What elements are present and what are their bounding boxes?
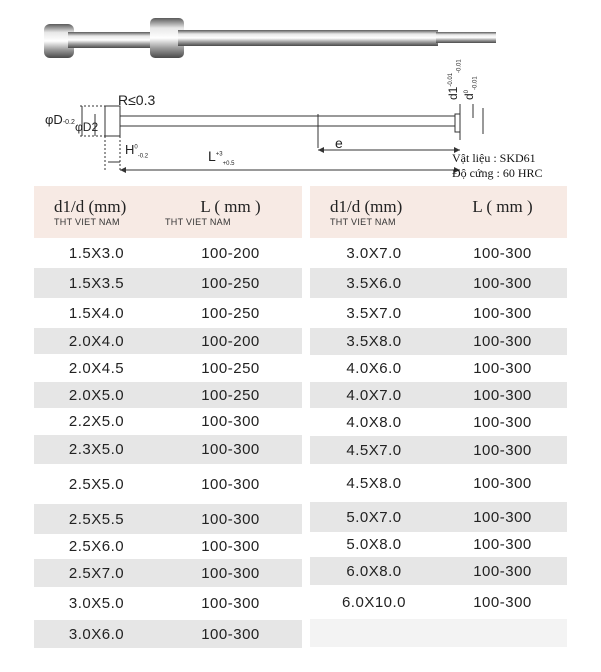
d1-label: d1 (446, 86, 460, 100)
table-row (34, 238, 302, 268)
table-row (310, 355, 567, 382)
table-row (34, 298, 302, 328)
size-cell: 3.0X7.0 (310, 238, 438, 268)
length-cell: 100-300 (438, 238, 567, 268)
d1-dimension-label (446, 59, 462, 100)
size-cell: 6.0X8.0 (310, 557, 438, 585)
right-header-length (438, 186, 567, 238)
table-row (34, 435, 302, 464)
size-cell: 2.0X4.0 (34, 328, 159, 354)
size-cell: 2.5X6.0 (34, 534, 159, 559)
d1-tol-upper: -0.01 (448, 72, 454, 87)
size-cell: 4.5X8.0 (310, 464, 438, 502)
l-dimension-label (208, 148, 235, 167)
right-header-size-sub: THT VIET NAM (330, 217, 396, 227)
table-row (310, 436, 567, 464)
length-cell: 100-300 (159, 435, 302, 464)
table-row (310, 328, 567, 355)
right-header-size-label: d1/d (mm) (330, 197, 403, 216)
size-cell: 3.5X6.0 (310, 268, 438, 298)
table-row (34, 408, 302, 435)
head-diameter-label (45, 112, 75, 127)
length-cell: 100-300 (438, 298, 567, 328)
length-cell: 100-200 (159, 328, 302, 354)
right-header-size (310, 186, 438, 238)
size-cell: 2.3X5.0 (34, 435, 159, 464)
d-small-tol-upper: 0 (464, 89, 470, 94)
hardness-text: Độ cứng : 60 HRC (452, 166, 543, 180)
table-row (34, 620, 302, 648)
size-cell: 2.0X4.5 (34, 354, 159, 382)
d-tolerance: -0.2 (62, 119, 75, 126)
size-cell: 3.5X7.0 (310, 298, 438, 328)
table-row (310, 382, 567, 408)
table-row (34, 559, 302, 587)
l-tol-upper: +3 (215, 151, 223, 158)
size-cell: 2.5X7.0 (34, 559, 159, 587)
table-row (310, 532, 567, 557)
table-row (310, 585, 567, 619)
d-dimension-label (462, 76, 478, 100)
length-cell: 100-300 (159, 408, 302, 435)
size-cell: 4.5X7.0 (310, 436, 438, 464)
left-header-length (159, 186, 302, 238)
table-row (34, 504, 302, 534)
table-row (310, 298, 567, 328)
table-row (34, 464, 302, 504)
material-spec (452, 151, 543, 181)
length-cell: 100-250 (159, 354, 302, 382)
l-label: L (208, 148, 216, 164)
radius-label: R≤0.3 (118, 92, 156, 108)
size-cell: 1.5X4.0 (34, 298, 159, 328)
right-table-header (310, 186, 567, 238)
size-cell: 6.0X10.0 (310, 585, 438, 619)
h-dimension-label (125, 142, 148, 160)
d2-label: φD2 (75, 120, 99, 134)
left-header-size-label: d1/d (mm) (54, 197, 127, 216)
length-cell: 100-250 (159, 268, 302, 298)
ejector-pin-photo (38, 8, 508, 68)
size-cell: 1.5X3.0 (34, 238, 159, 268)
right-spec-table (310, 186, 567, 647)
right-header-length-label: L ( mm ) (472, 197, 533, 216)
size-cell: 4.0X6.0 (310, 355, 438, 382)
size-cell: 1.5X3.5 (34, 268, 159, 298)
size-cell: 2.5X5.5 (34, 504, 159, 534)
length-cell: 100-300 (438, 532, 567, 557)
size-cell: 2.0X5.0 (34, 382, 159, 408)
size-cell: 3.5X8.0 (310, 328, 438, 355)
length-cell: 100-300 (159, 559, 302, 587)
table-row (34, 587, 302, 620)
d1-tol-lower: -0.01 (456, 59, 463, 73)
size-cell: 2.2X5.0 (34, 408, 159, 435)
table-row (34, 382, 302, 408)
length-cell: 100-300 (438, 328, 567, 355)
h-label: H (125, 142, 135, 157)
table-row (34, 268, 302, 298)
length-cell: 100-300 (438, 585, 567, 619)
left-header-size (34, 186, 159, 238)
length-cell: 100-300 (438, 557, 567, 585)
material-text: Vật liệu : SKD61 (452, 151, 536, 165)
left-header-size-sub: THT VIET NAM (54, 217, 120, 227)
length-cell: 100-300 (438, 382, 567, 408)
length-cell: 100-300 (159, 620, 302, 648)
length-cell: 100-250 (159, 382, 302, 408)
left-table-header (34, 186, 302, 238)
size-cell: 5.0X8.0 (310, 532, 438, 557)
length-cell: 100-300 (438, 436, 567, 464)
h-tol-upper: 0 (134, 144, 138, 151)
table-row (34, 328, 302, 354)
e-dimension-label: e (335, 135, 343, 151)
table-row (310, 408, 567, 436)
length-cell: 100-300 (159, 504, 302, 534)
d-label: φD (45, 112, 63, 127)
size-cell: 2.5X5.0 (34, 464, 159, 504)
left-header-length-label: L ( mm ) (200, 197, 261, 216)
table-row (310, 502, 567, 532)
size-cell: 3.0X5.0 (34, 587, 159, 620)
table-row (310, 464, 567, 502)
left-spec-table (34, 186, 302, 648)
table-row (310, 238, 567, 268)
length-cell: 100-200 (159, 238, 302, 268)
length-cell: 100-300 (438, 355, 567, 382)
length-cell: 100-300 (159, 534, 302, 559)
length-cell: 100-300 (159, 587, 302, 620)
length-cell: 100-300 (159, 464, 302, 504)
size-cell: 4.0X8.0 (310, 408, 438, 436)
table-row (34, 534, 302, 559)
length-cell: 100-300 (438, 502, 567, 532)
table-row (34, 354, 302, 382)
length-cell: 100-300 (438, 464, 567, 502)
size-cell: 3.0X6.0 (34, 620, 159, 648)
empty-row (310, 619, 567, 647)
left-header-length-sub: THT VIET NAM (165, 217, 231, 227)
table-row (310, 268, 567, 298)
d-small-tol-lower: -0.01 (472, 76, 479, 90)
table-row (310, 557, 567, 585)
h-tol-lower: -0.2 (137, 153, 149, 160)
length-cell: 100-300 (438, 268, 567, 298)
length-cell: 100-300 (438, 408, 567, 436)
length-cell: 100-250 (159, 298, 302, 328)
d-small-label: d (462, 93, 476, 100)
l-tol-lower: +0.5 (222, 160, 235, 167)
size-cell: 5.0X7.0 (310, 502, 438, 532)
size-cell: 4.0X7.0 (310, 382, 438, 408)
